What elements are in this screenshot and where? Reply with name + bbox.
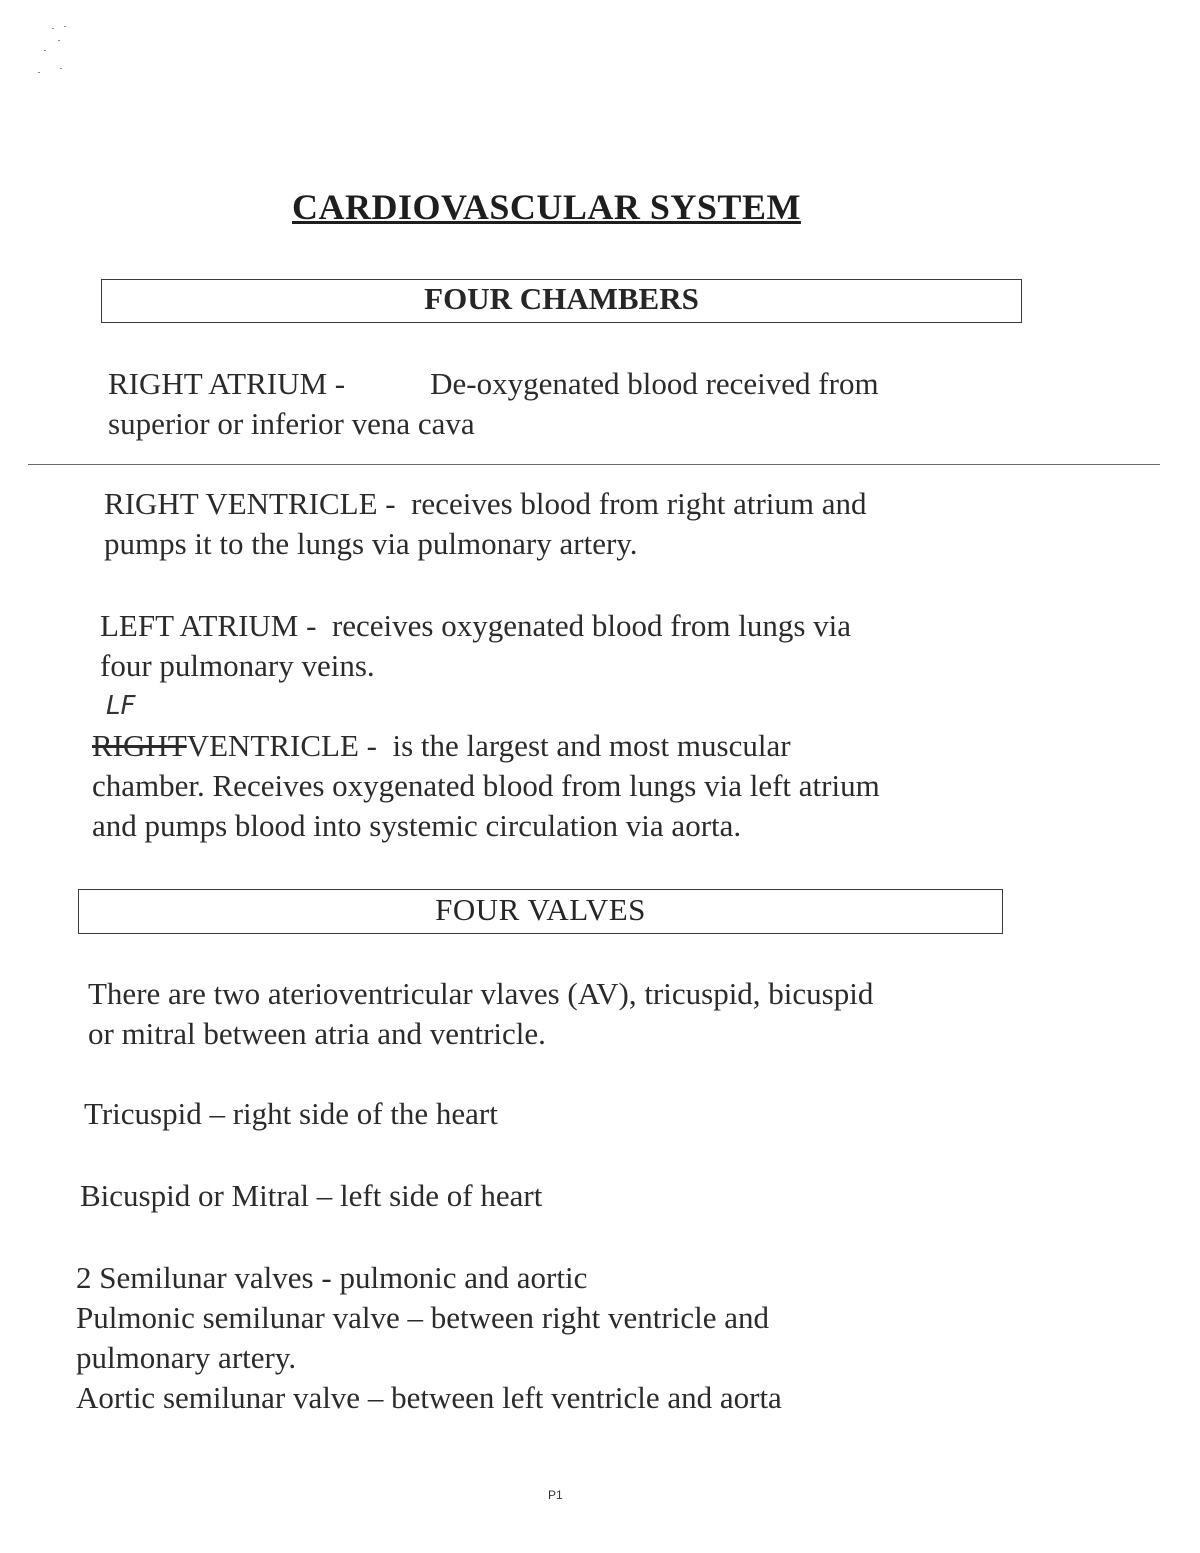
valves-paragraph [84,1094,498,1134]
entry-text: receives oxygenated blood from lungs via [331,608,852,643]
entry-right-atrium [108,364,879,444]
text-line: Bicuspid or Mitral – left side of heart [80,1178,543,1213]
entry-text: receives blood from right atrium and [411,486,867,521]
entry-left-ventricle [92,726,880,846]
entry-text: four pulmonary veins. [100,648,375,683]
entry-term: RIGHT VENTRICLE - [104,486,396,521]
text-line: 2 Semilunar valves - pulmonic and aortic [76,1260,588,1295]
entry-left-atrium [100,606,851,686]
entry-text: is the largest and most muscular [392,728,791,763]
text-line: pulmonary artery. [76,1340,297,1375]
entry-text: De-oxygenated blood received from [430,366,879,401]
text-line: Aortic semilunar valve – between left ventricle and aorta [76,1380,782,1415]
text-line: There are two aterioventricular vlaves (AV), tricuspid, bicuspid [88,976,874,1011]
scan-specks [30,10,100,80]
valves-paragraph [80,1176,542,1216]
horizontal-rule [28,464,1160,465]
entry-term: LEFT ATRIUM - [100,608,317,643]
entry-term: VENTRICLE - [186,728,377,763]
page-number: P1 [548,1488,563,1502]
valves-paragraph [88,974,873,1054]
entry-text: superior or inferior vena cava [108,406,475,441]
entry-text: and pumps blood into systemic circulation via aorta. [92,808,742,843]
handwritten-correction: LF [106,691,136,721]
entry-text: chamber. Receives oxygenated blood from lungs via left atrium [92,768,880,803]
section-heading-four-chambers: FOUR CHAMBERS [101,279,1022,323]
valves-paragraph [76,1258,782,1418]
text-line: or mitral between atria and ventricle. [88,1016,546,1051]
text-line: Pulmonic semilunar valve – between right ventricle and [76,1300,769,1335]
entry-right-ventricle [104,484,867,564]
document-title: CARDIOVASCULAR SYSTEM [292,187,801,227]
entry-term: RIGHT ATRIUM - [108,366,346,401]
entry-text: pumps it to the lungs via pulmonary artery. [104,526,638,561]
struck-word: RIGHT [92,728,187,763]
text-line: Tricuspid – right side of the heart [84,1096,498,1131]
section-heading-four-valves: FOUR VALVES [78,889,1003,934]
